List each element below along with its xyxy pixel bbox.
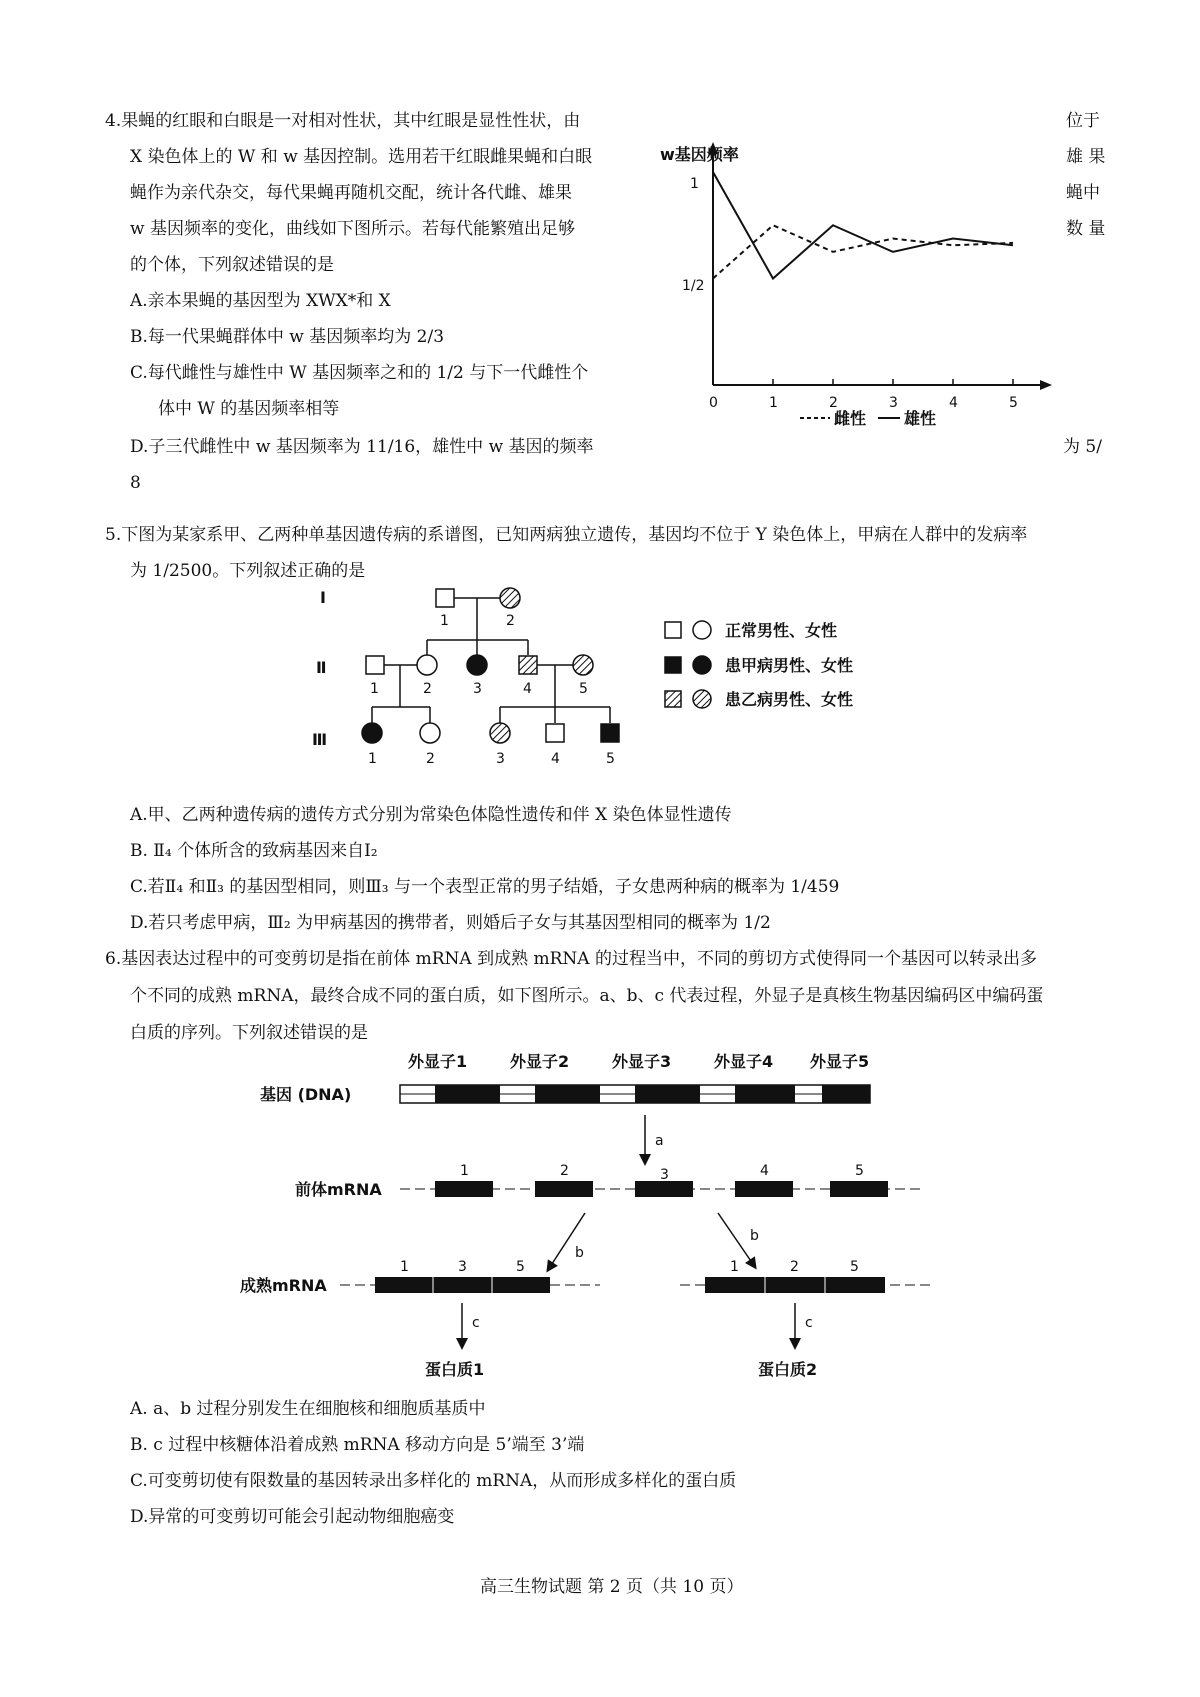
q4-line1-right: 位于 xyxy=(1066,111,1100,131)
q4-option-d-right: 为 5/ xyxy=(1063,437,1102,457)
svg-text:1: 1 xyxy=(368,751,377,767)
w-frequency-chart xyxy=(620,140,1060,440)
svg-text:2: 2 xyxy=(423,681,432,697)
alternative-splicing-diagram xyxy=(230,1045,950,1400)
svg-text:3: 3 xyxy=(473,681,482,697)
legend-disease-a-label: 患甲病男性、女性 xyxy=(725,656,854,675)
svg-text:3: 3 xyxy=(496,751,505,767)
q4-line1: 4.果蝇的红眼和白眼是一对相对性状，其中红眼是显性性状，由 xyxy=(105,111,581,131)
x-axis-arrow xyxy=(1040,380,1052,390)
arrow-b-left-label: b xyxy=(575,1245,584,1261)
svg-text:5: 5 xyxy=(516,1259,525,1275)
q4-option-d-tail: 8 xyxy=(130,473,141,493)
q4-option-d: D.子三代雌性中 w 基因频率为 11/16，雄性中 w 基因的频率 xyxy=(130,437,594,457)
q5-option-b: B. Ⅱ₄ 个体所含的致病基因来自Ⅰ₂ xyxy=(130,841,378,861)
svg-text:2: 2 xyxy=(790,1259,799,1275)
pedigree-iii3 xyxy=(490,723,510,767)
y-tick-1: 1 xyxy=(690,176,699,192)
svg-text:1: 1 xyxy=(440,613,449,629)
pedigree-iii2 xyxy=(420,723,440,767)
y-tick-half: 1/2 xyxy=(682,278,705,294)
q4-line2: X 染色体上的 W 和 w 基因控制。选用若干红眼雌果蝇和白眼 xyxy=(130,147,593,167)
pedigree-i1 xyxy=(436,589,454,629)
series-line-male xyxy=(713,172,1013,279)
q6-option-d: D.异常的可变剪切可能会引起动物细胞癌变 xyxy=(130,1507,455,1527)
q4-option-b: B.每一代果蝇群体中 w 基因频率均为 2/3 xyxy=(130,327,445,347)
svg-text:2: 2 xyxy=(506,613,515,629)
legend-disease-a xyxy=(665,656,853,675)
arrow-a-label: a xyxy=(655,1133,664,1149)
arrow-b-left xyxy=(548,1213,585,1270)
legend-normal-label: 正常男性、女性 xyxy=(725,621,838,640)
svg-text:4: 4 xyxy=(760,1163,769,1179)
x-tick-label-0: 0 xyxy=(709,395,718,411)
generation-label-3: Ⅲ xyxy=(312,730,328,749)
q5-line2: 为 1/2500。下列叙述正确的是 xyxy=(130,561,366,581)
q4-option-c-line2: 体中 W 的基因频率相等 xyxy=(158,399,340,419)
protein-2-label: 蛋白质2 xyxy=(758,1360,818,1379)
svg-text:3: 3 xyxy=(458,1259,467,1275)
y-axis-label: w基因频率 xyxy=(660,145,739,164)
pre-mrna-label: 前体mRNA xyxy=(295,1180,382,1199)
pedigree-ii2 xyxy=(417,655,437,697)
q4-line5: 的个体，下列叙述错误的是 xyxy=(130,255,334,275)
exon-label-4: 外显子4 xyxy=(714,1052,774,1071)
q4-line4: w 基因频率的变化，曲线如下图所示。若每代能繁殖出足够 xyxy=(130,219,575,239)
exon-label-3: 外显子3 xyxy=(612,1052,672,1071)
svg-text:5: 5 xyxy=(606,751,615,767)
q5-line1: 5.下图为某家系甲、乙两种单基因遗传病的系谱图，已知两病独立遗传，基因均不位于 Y 染色体上，甲病在人群中的发病率 xyxy=(105,525,1028,545)
protein-1-label: 蛋白质1 xyxy=(425,1360,485,1379)
q5-option-c: C.若Ⅱ₄ 和Ⅱ₃ 的基因型相同，则Ⅲ₃ 与一个表型正常的男子结婚，子女患两种病的概率为 1/459 xyxy=(130,877,840,897)
svg-text:4: 4 xyxy=(551,751,560,767)
svg-text:1: 1 xyxy=(460,1163,469,1179)
pedigree-ii3 xyxy=(467,655,487,697)
arrow-b-right-label: b xyxy=(750,1228,759,1244)
q6-line2: 个不同的成熟 mRNA，最终合成不同的蛋白质，如下图所示。a、b、c 代表过程，外显子是真核生物基因编码区中编码蛋 xyxy=(130,986,1044,1006)
gene-dna-label: 基因 (DNA) xyxy=(260,1085,352,1104)
pedigree-ii5 xyxy=(573,655,593,697)
q4-option-a: A.亲本果蝇的基因型为 XWX*和 X xyxy=(130,291,391,311)
exon-label-5: 外显子5 xyxy=(810,1052,870,1071)
svg-text:2: 2 xyxy=(560,1163,569,1179)
q4-option-c-line1: C.每代雌性与雄性中 W 基因频率之和的 1/2 与下一代雌性个 xyxy=(130,363,589,383)
x-tick-label-1: 1 xyxy=(769,395,778,411)
legend-normal xyxy=(665,621,837,640)
svg-text:5: 5 xyxy=(855,1163,864,1179)
svg-text:2: 2 xyxy=(426,751,435,767)
svg-text:4: 4 xyxy=(523,681,532,697)
exon-label-2: 外显子2 xyxy=(510,1052,570,1071)
generation-label-2: Ⅱ xyxy=(316,658,327,677)
x-tick-label-4: 4 xyxy=(949,395,958,411)
q4-line3: 蝇作为亲代杂交，每代果蝇再随机交配，统计各代雌、雄果 xyxy=(130,183,572,203)
x-tick-label-2: 2 xyxy=(829,395,838,411)
arrow-c-right-label: c xyxy=(805,1315,813,1331)
page-footer: 高三生物试题 第 2 页（共 10 页） xyxy=(480,1577,744,1597)
q4-line2-right: 雄 果 xyxy=(1066,147,1106,167)
svg-text:5: 5 xyxy=(850,1259,859,1275)
mature-mrna-2 xyxy=(680,1259,930,1293)
pedigree-iii4 xyxy=(546,724,564,767)
pedigree-iii5 xyxy=(601,724,619,767)
mature-mrna-label: 成熟mRNA xyxy=(240,1276,327,1295)
mature-mrna-1 xyxy=(340,1259,600,1293)
q6-line1: 6.基因表达过程中的可变剪切是指在前体 mRNA 到成熟 mRNA 的过程当中，不同的剪切方式使得同一个基因可以转录出多 xyxy=(105,949,1037,969)
q6-option-c: C.可变剪切使有限数量的基因转录出多样化的 mRNA，从而形成多样化的蛋白质 xyxy=(130,1471,737,1491)
pedigree-ii4 xyxy=(519,656,537,697)
q6-option-a: A. a、b 过程分别发生在细胞核和细胞质基质中 xyxy=(130,1399,486,1419)
q5-option-a: A.甲、乙两种遗传病的遗传方式分别为常染色体隐性遗传和伴 X 染色体显性遗传 xyxy=(130,805,732,825)
q6-line3: 白质的序列。下列叙述错误的是 xyxy=(130,1023,368,1043)
gene-dna-strand xyxy=(400,1085,870,1103)
pedigree-iii1 xyxy=(362,723,382,767)
q4-line4-right: 数 量 xyxy=(1066,219,1106,239)
svg-text:1: 1 xyxy=(370,681,379,697)
exon-label-1: 外显子1 xyxy=(408,1052,468,1071)
pre-mrna-strand xyxy=(400,1163,920,1197)
x-tick-label-3: 3 xyxy=(889,395,898,411)
svg-text:1: 1 xyxy=(730,1259,739,1275)
q6-option-b: B. c 过程中核糖体沿着成熟 mRNA 移动方向是 5’端至 3’端 xyxy=(130,1435,585,1455)
legend-disease-b xyxy=(665,690,853,709)
legend-female-label: 雌性 xyxy=(834,409,867,428)
x-tick-label-5: 5 xyxy=(1009,395,1018,411)
q5-option-d: D.若只考虑甲病，Ⅲ₂ 为甲病基因的携带者，则婚后子女与其基因型相同的概率为 1/2 xyxy=(130,913,771,933)
legend-disease-b-label: 患乙病男性、女性 xyxy=(725,690,854,709)
svg-text:3: 3 xyxy=(660,1167,669,1183)
generation-label-1: Ⅰ xyxy=(320,588,326,607)
q4-line3-right: 蝇中 xyxy=(1066,183,1100,203)
svg-text:1: 1 xyxy=(400,1259,409,1275)
pedigree-ii1 xyxy=(366,656,384,697)
pedigree-i2 xyxy=(500,588,520,629)
pedigree-diagram xyxy=(300,585,920,785)
legend-male-label: 雄性 xyxy=(904,409,937,428)
arrow-c-left-label: c xyxy=(472,1315,480,1331)
svg-text:5: 5 xyxy=(579,681,588,697)
